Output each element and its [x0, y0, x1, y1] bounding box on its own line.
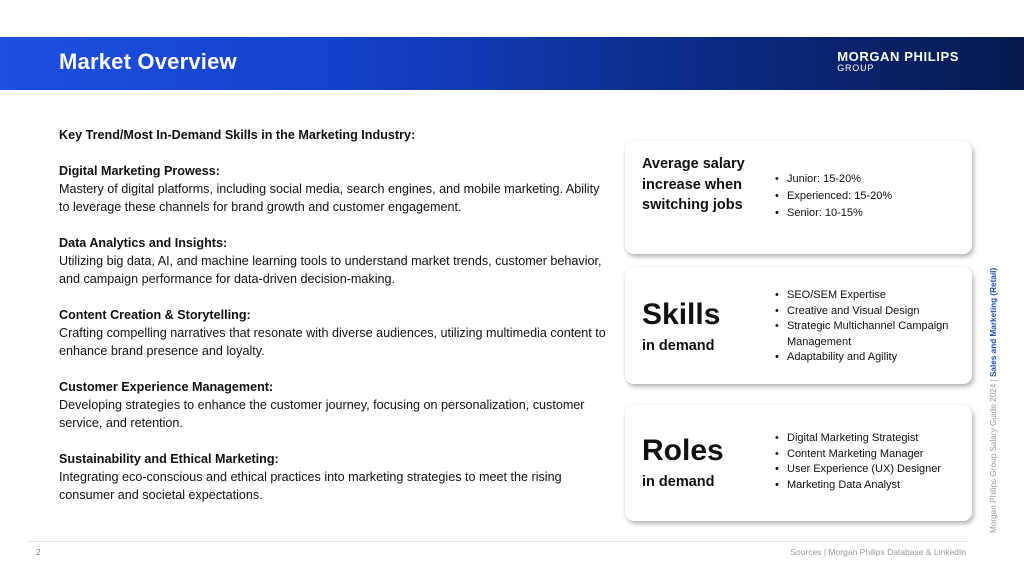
skills-card	[625, 267, 972, 384]
list-item: • Experienced: 15-20%	[775, 188, 965, 205]
list-item: • Content Marketing Manager	[775, 447, 965, 463]
page-number: 2	[36, 547, 41, 557]
roles-card-title: Roles	[642, 434, 724, 467]
side-guide-label	[989, 268, 998, 533]
roles-list	[775, 431, 965, 493]
list-item: • Creative and Visual Design	[775, 304, 965, 320]
salary-list	[775, 171, 965, 222]
logo-main-text: MORGAN PHILIPS	[837, 49, 959, 64]
trend-body: Crafting compelling narratives that resonate with diverse audiences, utilizing multimedia content to enhance brand presence and loyalty.	[59, 326, 606, 358]
trend-body: Integrating eco-conscious and ethical practices into marketing strategies to meet the rising consumer and societal expectations.	[59, 470, 562, 502]
header-banner	[0, 37, 1024, 90]
sources-note: Sources | Morgan Philips Database & LinkedIn	[790, 547, 966, 557]
trends-intro: Key Trend/Most In-Demand Skills in the Marketing Industry:	[59, 128, 416, 142]
salary-increase-card	[625, 141, 972, 254]
list-item: • Marketing Data Analyst	[775, 478, 965, 494]
side-guide-highlight: Sales and Marketing (Retail)	[989, 267, 998, 378]
side-guide-text: Morgan Philips Group Salary Guide 2024 |	[989, 377, 998, 533]
footer-divider	[27, 541, 967, 542]
trend-body: Mastery of digital platforms, including social media, search engines, and mobile marketing. Ability to leverage these channels for brand growth and customer engagement.	[59, 182, 600, 214]
company-logo	[837, 50, 959, 74]
roles-card	[625, 405, 972, 521]
list-item: • User Experience (UX) Designer	[775, 462, 965, 478]
trend-body: Developing strategies to enhance the customer journey, focusing on personalization, customer service, and retention.	[59, 398, 585, 430]
trend-heading: Sustainability and Ethical Marketing:	[59, 452, 279, 466]
skills-card-subtitle: in demand	[642, 338, 715, 354]
list-item: • Adaptability and Agility	[775, 350, 965, 366]
trend-heading: Digital Marketing Prowess:	[59, 164, 220, 178]
list-item: • Strategic Multichannel Campaign Management	[775, 319, 965, 350]
skills-card-title: Skills	[642, 298, 721, 331]
trend-heading: Data Analytics and Insights:	[59, 236, 228, 250]
list-item: • Digital Marketing Strategist	[775, 431, 965, 447]
list-item: • Senior: 10-15%	[775, 205, 965, 222]
logo-sub-text: GROUP	[837, 63, 875, 73]
trend-heading: Content Creation & Storytelling:	[59, 308, 251, 322]
trend-body: Utilizing big data, AI, and machine learning tools to understand market trends, customer behavior, and campaign performance for data-driven decision-making.	[59, 254, 602, 286]
trends-section	[59, 126, 609, 504]
salary-card-title: Average salary increase when switching jobs	[642, 156, 745, 213]
list-item: • Junior: 15-20%	[775, 171, 965, 188]
skills-list	[775, 288, 965, 366]
list-item: • SEO/SEM Expertise	[775, 288, 965, 304]
page-title: Market Overview	[59, 49, 237, 74]
trend-heading: Customer Experience Management:	[59, 380, 274, 394]
roles-card-subtitle: in demand	[642, 474, 715, 490]
